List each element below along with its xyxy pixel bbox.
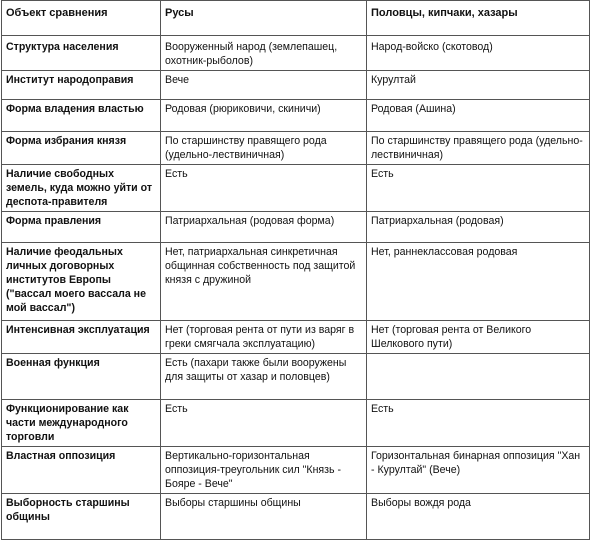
- nomads-cell: Нет, раннеклассовая родовая: [367, 243, 590, 321]
- table-row: [2, 212, 590, 243]
- row-label: Властная оппозиция: [2, 447, 161, 494]
- table-row: [2, 165, 590, 212]
- nomads-cell: Есть: [367, 165, 590, 212]
- table-row: [2, 243, 590, 321]
- rus-cell: Вертикально-горизонтальная оппозиция-треугольник сил "Князь - Бояре - Вече": [161, 447, 367, 494]
- table-row: [2, 354, 590, 400]
- table-row: [2, 447, 590, 494]
- table-row: [2, 36, 590, 71]
- nomads-cell: Курултай: [367, 71, 590, 100]
- row-label: Институт народоправия: [2, 71, 161, 100]
- row-label: Форма правления: [2, 212, 161, 243]
- rus-cell: Нет (торговая рента от пути из варяг в греки смягчала эксплуатацию): [161, 321, 367, 354]
- rus-cell: Родовая (рюриковичи, скиничи): [161, 100, 367, 132]
- nomads-cell: Народ-войско (скотовод): [367, 36, 590, 71]
- comparison-table-container: [1, 0, 589, 540]
- header-nomads: Половцы, кипчаки, хазары: [367, 1, 590, 36]
- rus-cell: Вооруженный народ (землепашец, охотник-рыболов): [161, 36, 367, 71]
- header-row: [2, 1, 590, 36]
- nomads-cell: Есть: [367, 400, 590, 447]
- nomads-cell: Выборы вождя рода: [367, 494, 590, 540]
- nomads-cell: Патриархальная (родовая): [367, 212, 590, 243]
- row-label: Структура населения: [2, 36, 161, 71]
- rus-cell: Есть: [161, 165, 367, 212]
- rus-cell: Выборы старшины общины: [161, 494, 367, 540]
- nomads-cell: [367, 354, 590, 400]
- rus-cell: Патриархальная (родовая форма): [161, 212, 367, 243]
- table-row: [2, 132, 590, 165]
- table-row: [2, 400, 590, 447]
- row-label: Выборность старшины общины: [2, 494, 161, 540]
- row-label: Наличие свободных земель, куда можно уйти от деспота-правителя: [2, 165, 161, 212]
- rus-cell: Есть: [161, 400, 367, 447]
- header-rus: Русы: [161, 1, 367, 36]
- rus-cell: Есть (пахари также были вооружены для защиты от хазар и половцев): [161, 354, 367, 400]
- nomads-cell: Нет (торговая рента от Великого Шелкового пути): [367, 321, 590, 354]
- comparison-table: [1, 0, 590, 540]
- table-row: [2, 494, 590, 540]
- table-row: [2, 321, 590, 354]
- table-row: [2, 71, 590, 100]
- rus-cell: По старшинству правящего рода (удельно-лествиничная): [161, 132, 367, 165]
- rus-cell: Вече: [161, 71, 367, 100]
- row-label: Интенсивная эксплуатация: [2, 321, 161, 354]
- row-label: Форма избрания князя: [2, 132, 161, 165]
- nomads-cell: Горизонтальная бинарная оппозиция "Хан - Курултай" (Вече): [367, 447, 590, 494]
- table-row: [2, 100, 590, 132]
- row-label: Наличие феодальных личных договорных институтов Европы ("вассал моего вассала не мой вассал"): [2, 243, 161, 321]
- row-label: Функционирование как части международного торговли: [2, 400, 161, 447]
- nomads-cell: Родовая (Ашина): [367, 100, 590, 132]
- nomads-cell: По старшинству правящего рода (удельно-лествиничная): [367, 132, 590, 165]
- header-comparison-object: Объект сравнения: [2, 1, 161, 36]
- row-label: Военная функция: [2, 354, 161, 400]
- rus-cell: Нет, патриархальная синкретичная общинная собственность под защитой князя с дружиной: [161, 243, 367, 321]
- row-label: Форма владения властью: [2, 100, 161, 132]
